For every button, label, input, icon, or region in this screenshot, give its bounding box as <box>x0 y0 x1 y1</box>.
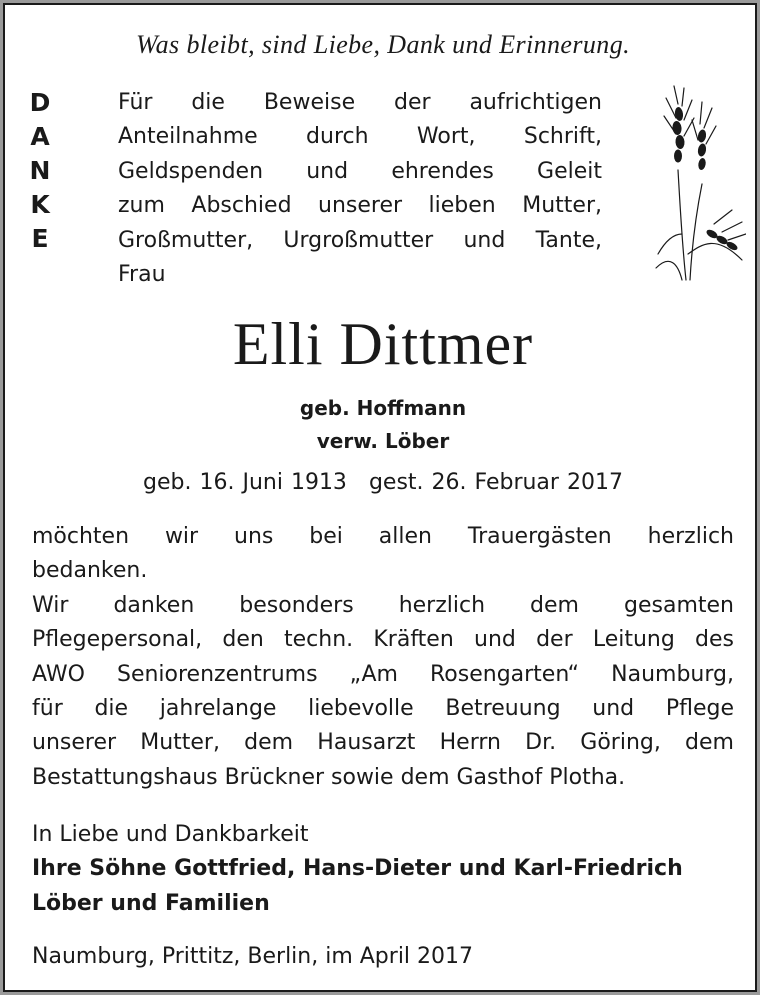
maiden-name: geb. Hoffmann <box>299 396 467 420</box>
closing <box>32 818 752 921</box>
body-text <box>32 520 734 795</box>
body-line: für die jahrelange liebevolle Betreuung und Pflege <box>32 696 734 722</box>
death-date: gest. 26. Februar 2017 <box>368 470 623 495</box>
intro-line: Großmutter, Urgroßmutter und Tante, <box>118 227 602 253</box>
widowed-name: verw. Löber <box>316 429 450 453</box>
body-line: Bestattungshaus Brückner sowie dem Gasthof Plotha. <box>32 764 626 790</box>
danke-vertical <box>26 86 54 256</box>
danke-letter: A <box>30 122 50 151</box>
body-line: Pflegepersonal, den techn. Kräften und der Leitung des <box>32 627 734 653</box>
closing-greeting: In Liebe und Dankbarkeit <box>32 822 309 847</box>
motto: Was bleibt, sind Liebe, Dank und Erinnerung. <box>135 30 630 59</box>
body-line: Wir danken besonders herzlich dem gesamten <box>32 592 734 618</box>
danke-letter: E <box>31 224 49 253</box>
intro-line: Anteilnahme durch Wort, Schrift, <box>118 124 602 150</box>
signers-line: Ihre Söhne Gottfried, Hans-Dieter und Karl-Friedrich <box>32 856 683 882</box>
birth-date: geb. 16. Juni 1913 <box>143 470 347 495</box>
signers-line: Löber und Familien <box>32 890 270 916</box>
intro-line: zum Abschied unserer lieben Mutter, <box>118 193 602 219</box>
intro-text <box>118 86 602 292</box>
intro-line: Geldspenden und ehrendes Geleit <box>118 158 602 184</box>
body-line: AWO Seniorenzentrums „Am Rosengarten“ Naumburg, <box>32 661 734 687</box>
intro-line: Für die Beweise der aufrichtigen <box>118 90 602 115</box>
danke-letter: N <box>29 156 51 185</box>
body-line: möchten wir uns bei allen Trauergästen herzlich <box>32 524 734 549</box>
life-dates <box>0 470 766 495</box>
body-line: bedanken. <box>32 558 148 584</box>
wheat-ears-icon <box>652 84 746 284</box>
body-line: unserer Mutter, dem Hausarzt Herrn Dr. Göring, dem <box>32 730 734 756</box>
place-and-date: Naumburg, Prittitz, Berlin, im April 2017 <box>32 944 474 969</box>
intro-line: Frau <box>118 262 166 288</box>
danke-letter: D <box>29 88 51 117</box>
deceased-name: Elli Dittmer <box>232 311 534 377</box>
danke-letter: K <box>30 190 50 219</box>
name-details <box>0 392 766 458</box>
